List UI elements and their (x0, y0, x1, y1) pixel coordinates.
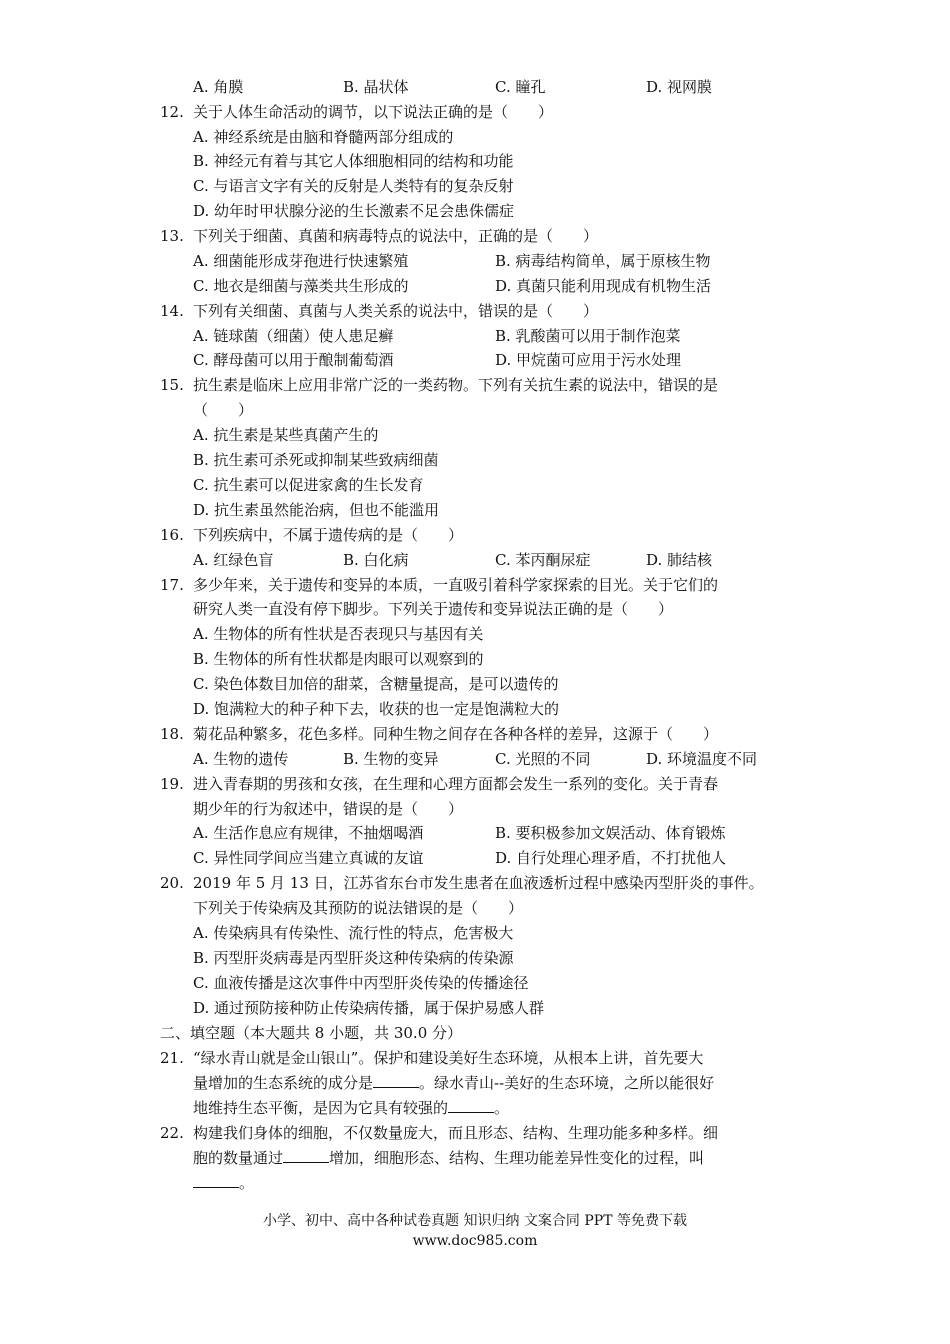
answer-blank[interactable] (448, 1098, 494, 1113)
q12-stem: 关于人体生命活动的调节，以下说法正确的是（ ） (193, 103, 554, 121)
q20-option-c: C. 血液传播是这次事件中丙型肝炎传染的传播途径 (193, 974, 529, 992)
q11-option-c: C. 瞳孔 (495, 78, 546, 96)
q15-option-a: A. 抗生素是某些真菌产生的 (193, 426, 379, 444)
q21-text-3a: 地维持生态平衡，是因为它具有较强的 (193, 1099, 449, 1117)
q12-option-c: C. 与语言文字有关的反射是人类特有的复杂反射 (193, 177, 514, 195)
q14-stem: 下列有关细菌、真菌与人类关系的说法中，错误的是（ ） (193, 302, 599, 320)
q19-option-b: B. 要积极参加文娱活动、体育锻炼 (495, 824, 726, 842)
q15-option-c: C. 抗生素可以促进家禽的生长发育 (193, 476, 424, 494)
q19-option-d: D. 自行处理心理矛盾，不打扰他人 (495, 849, 727, 867)
q15-stem: 抗生素是临床上应用非常广泛的一类药物。下列有关抗生素的说法中，错误的是 (193, 376, 719, 394)
q19-option-c: C. 异性同学间应当建立真诚的友谊 (193, 849, 424, 867)
q14-option-c: C. 酵母菌可以用于酿制葡萄酒 (193, 351, 394, 369)
q16-number: 16. (160, 526, 184, 544)
q15-option-b: B. 抗生素可杀死或抑制某些致病细菌 (193, 451, 439, 469)
q19-number: 19. (160, 775, 184, 793)
q14-option-a: A. 链球菌（细菌）使人患足癣 (193, 327, 394, 345)
q19-option-a: A. 生活作息应有规律，不抽烟喝酒 (193, 824, 424, 842)
q20-number: 20. (160, 874, 184, 892)
q22-text-2a: 胞的数量通过 (193, 1149, 284, 1167)
q13-option-c: C. 地衣是细菌与藻类共生形成的 (193, 277, 409, 295)
q18-option-b: B. 生物的变异 (343, 750, 439, 768)
q18-option-c: C. 光照的不同 (495, 750, 591, 768)
answer-blank[interactable] (283, 1148, 329, 1163)
q13-option-b: B. 病毒结构简单，属于原核生物 (495, 252, 711, 270)
q19-stem-continued: 期少年的行为叙述中，错误的是（ ） (193, 800, 464, 818)
q12-option-d: D. 幼年时甲状腺分泌的生长激素不足会患侏儒症 (193, 202, 515, 220)
q20-option-b: B. 丙型肝炎病毒是丙型肝炎这种传染病的传染源 (193, 949, 514, 967)
q15-stem-continued: （ ） (193, 401, 254, 419)
q22-text-3b: 。 (239, 1174, 255, 1192)
q17-option-c: C. 染色体数目加倍的甜菜，含糖量提高，是可以遗传的 (193, 675, 559, 693)
q20-option-d: D. 通过预防接种防止传染病传播，属于保护易感人群 (193, 999, 545, 1017)
q13-option-a: A. 细菌能形成芽孢进行快速繁殖 (193, 252, 409, 270)
q17-option-b: B. 生物体的所有性状都是肉眼可以观察到的 (193, 650, 484, 668)
q17-option-d: D. 饱满粒大的种子种下去，收获的也一定是饱满粒大的 (193, 700, 560, 718)
q20-stem-continued: 下列关于传染病及其预防的说法错误的是（ ） (193, 899, 524, 917)
q11-option-a: A. 角膜 (193, 78, 244, 96)
q21-number: 21. (160, 1049, 184, 1067)
q16-option-c: C. 苯丙酮尿症 (495, 551, 591, 569)
q16-option-d: D. 肺结核 (646, 551, 713, 569)
q18-option-a: A. 生物的遗传 (193, 750, 289, 768)
q15-number: 15. (160, 376, 184, 394)
q17-stem: 多少年来，关于遗传和变异的本质，一直吸引着科学家探索的目光。关于它们的 (193, 576, 719, 594)
q15-option-d: D. 抗生素虽然能治病，但也不能滥用 (193, 501, 440, 519)
answer-blank[interactable] (193, 1173, 239, 1188)
q22-number: 22. (160, 1124, 184, 1142)
q22-line-2 (193, 1148, 704, 1168)
q21-line-1: “绿水青山就是金山银山”。保护和建设美好生态环境，从根本上讲，首先要大 (193, 1049, 704, 1067)
q21-text-2b: 。绿水青山--美好的生态环境，之所以能很好 (419, 1074, 715, 1092)
q22-text-2b: 增加，细胞形态、结构、生理功能差异性变化的过程，叫 (329, 1149, 705, 1167)
q21-line-3 (193, 1098, 509, 1118)
q14-number: 14. (160, 302, 184, 320)
q20-option-a: A. 传染病具有传染性、流行性的特点，危害极大 (193, 924, 514, 942)
q12-option-b: B. 神经元有着与其它人体细胞相同的结构和功能 (193, 152, 514, 170)
q18-number: 18. (160, 725, 184, 743)
q21-text-2a: 量增加的生态系统的成分是 (193, 1074, 374, 1092)
q11-option-d: D. 视网膜 (646, 78, 713, 96)
q18-stem: 菊花品种繁多，花色多样。同种生物之间存在各种各样的差异，这源于（ ） (193, 725, 719, 743)
answer-blank[interactable] (373, 1073, 419, 1088)
q22-line-1: 构建我们身体的细胞，不仅数量庞大，而且形态、结构、生理功能多种多样。细 (193, 1124, 719, 1142)
q12-option-a: A. 神经系统是由脑和脊髓两部分组成的 (193, 128, 454, 146)
q16-option-b: B. 白化病 (343, 551, 409, 569)
q13-stem: 下列关于细菌、真菌和病毒特点的说法中，正确的是（ ） (193, 227, 599, 245)
section-heading-fill-in: 二、填空题（本大题共 8 小题，共 30.0 分） (160, 1024, 463, 1042)
q13-option-d: D. 真菌只能利用现成有机物生活 (495, 277, 712, 295)
q14-option-b: B. 乳酸菌可以用于制作泡菜 (495, 327, 681, 345)
q21-text-3b: 。 (494, 1099, 510, 1117)
q12-number: 12. (160, 103, 184, 121)
q16-option-a: A. 红绿色盲 (193, 551, 274, 569)
q17-stem-continued: 研究人类一直没有停下脚步。下列关于遗传和变异说法正确的是（ ） (193, 600, 674, 618)
q17-option-a: A. 生物体的所有性状是否表现只与基因有关 (193, 625, 484, 643)
q18-option-d: D. 环境温度不同 (646, 750, 758, 768)
q20-stem: 2019 年 5 月 13 日，江苏省东台市发生患者在血液透析过程中感染丙型肝炎的事件。 (193, 874, 764, 892)
q13-number: 13. (160, 227, 184, 245)
q21-line-2 (193, 1073, 714, 1093)
q14-option-d: D. 甲烷菌可应用于污水处理 (495, 351, 682, 369)
q17-number: 17. (160, 576, 184, 594)
q22-line-3 (193, 1173, 254, 1193)
q16-stem: 下列疾病中，不属于遗传病的是（ ） (193, 526, 464, 544)
q11-option-b: B. 晶状体 (343, 78, 409, 96)
q19-stem: 进入青春期的男孩和女孩，在生理和心理方面都会发生一系列的变化。关于青春 (193, 775, 719, 793)
footer-website-link[interactable]: www.doc985.com (412, 1233, 538, 1249)
footer-ad-text: 小学、初中、高中各种试卷真题 知识归纳 文案合同 PPT 等免费下载 (263, 1213, 687, 1229)
